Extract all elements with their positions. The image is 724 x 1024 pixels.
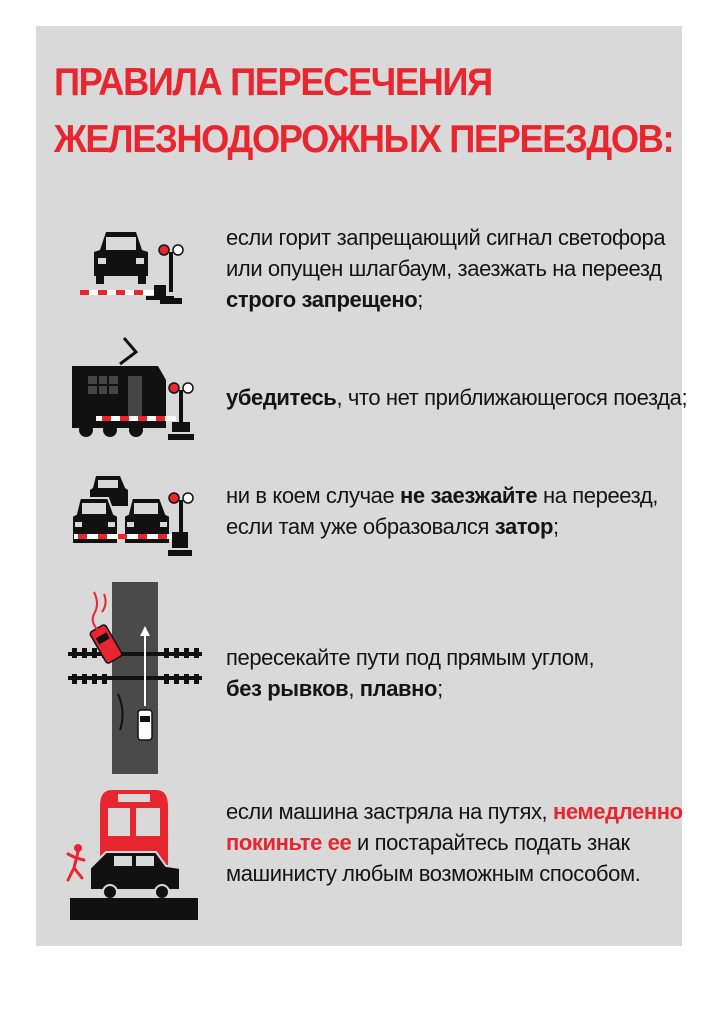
rule-4-end: ; (437, 676, 443, 701)
poster (36, 26, 688, 946)
rule-3-line-1 (226, 480, 658, 511)
rule-3-start: ни в коем случае (226, 483, 401, 508)
rule-2-emphasis: убедитесь (226, 385, 337, 410)
rule-2-text (226, 382, 687, 413)
rule-4-text (226, 642, 594, 704)
right-angle-crossing-icon (64, 582, 204, 774)
rule-2-line-1 (226, 382, 687, 413)
title-line-2: ЖЕЛЕЗНОДОРОЖНЫХ ПЕРЕЕЗДОВ: (54, 118, 674, 161)
rule-2-rest: , что нет приближающегося поезда; (336, 385, 688, 410)
car-at-barrier-icon (66, 222, 196, 318)
rule-3-line-2-start: если там уже образовался (226, 514, 495, 539)
rule-4-emphasis-2: плавно (359, 676, 438, 701)
stuck-car-icon (66, 786, 206, 922)
rule-1-line-1: если горит запрещающий сигнал светофора (226, 225, 666, 250)
train-icon (66, 336, 206, 442)
rule-1-text (226, 222, 665, 315)
rule-1-punct: ; (417, 287, 423, 312)
rule-5-warning-2: покиньте ее (226, 830, 352, 855)
rule-3-line-2 (226, 511, 658, 542)
rule-3-emphasis-2: затор (494, 514, 554, 539)
poster-title (54, 54, 674, 168)
rule-5-text (226, 796, 683, 889)
rule-4-sep: , (348, 676, 360, 701)
rule-1-line-2: или опущен шлагбаум, заезжать на переезд (226, 256, 662, 281)
rule-4-emphasis-1: без рывков (226, 676, 349, 701)
rule-1-emphasis: строго запрещено (226, 287, 418, 312)
rule-5-warning-1: немедленно (552, 799, 683, 824)
traffic-jam-icon (70, 474, 200, 558)
rule-5-line-3: машинисту любым возможным способом. (226, 861, 641, 886)
rule-5-start: если машина застряла на путях, (226, 799, 553, 824)
title-line-1: ПРАВИЛА ПЕРЕСЕЧЕНИЯ (54, 61, 492, 104)
rule-4-line-2 (226, 673, 594, 704)
rule-3-line-2-end: ; (553, 514, 559, 539)
rule-5-line-2 (226, 827, 683, 858)
rule-3-text (226, 480, 658, 542)
rule-4-line-1: пересекайте пути под прямым углом, (226, 645, 595, 670)
rule-5-line-2-end: и постарайтесь подать знак (351, 830, 630, 855)
rule-3-end: на переезд, (537, 483, 658, 508)
rule-1-line-3 (226, 284, 665, 315)
rule-5-line-1 (226, 796, 683, 827)
rule-3-emphasis-1: не заезжайте (400, 483, 538, 508)
